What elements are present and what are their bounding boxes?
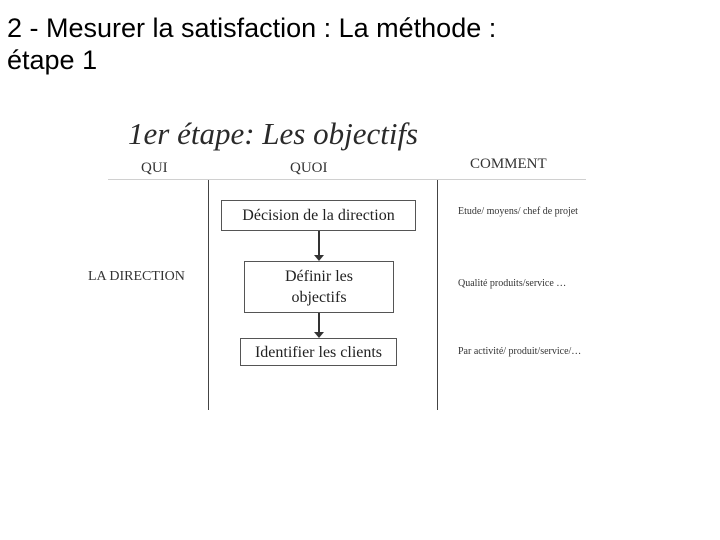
step-box-text: objectifs [291,289,347,306]
step-box-clients [240,338,397,366]
comment-row-1: Etude/ moyens/ chef de projet [458,206,578,217]
comment-row-3: Par activité/ produit/service/… [458,346,582,357]
step-box-decision [221,200,416,231]
comment-row-2: Qualité produits/service … [458,278,567,289]
flow-arrow [318,231,320,256]
column-header-quoi: QUOI [290,160,328,176]
diagram-title: 1er étape: Les objectifs [128,116,419,151]
step-box-text: Décision de la direction [242,207,395,224]
row-label-direction: LA DIRECTION [88,269,185,284]
column-header-comment: COMMENT [470,156,547,172]
column-header-qui: QUI [141,160,168,176]
step-box-text: Identifier les clients [254,343,383,361]
slide-title-line-1: 2 - Mesurer la satisfaction : La méthode : [7,13,497,43]
column-divider-left [208,180,209,410]
header-divider [108,179,586,180]
slide-title-line-2: étape 1 [7,45,98,75]
step-box-objectifs [244,261,394,313]
step-box-text: Définir les [285,268,353,285]
flow-arrow [318,313,320,333]
column-divider-right [437,180,438,410]
